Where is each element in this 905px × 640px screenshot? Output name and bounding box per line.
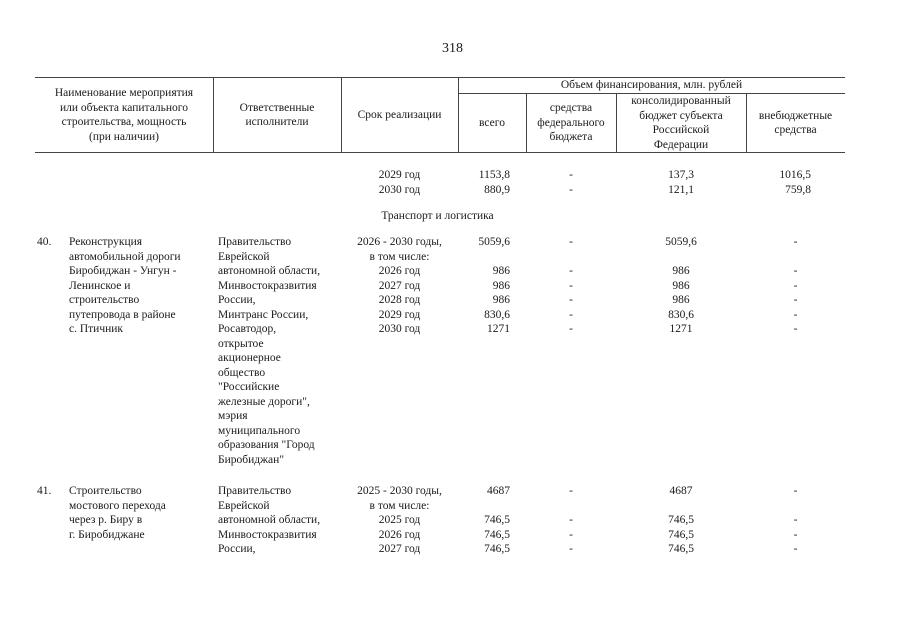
- total-cell: 746,5: [484, 514, 510, 526]
- total-cell: 986: [492, 265, 510, 277]
- section-title: Транспорт и логистика: [381, 210, 494, 222]
- header-responsible: Ответственные исполнители: [239, 101, 315, 128]
- regional-cell: 986: [672, 294, 690, 306]
- federal-cell: -: [569, 294, 573, 306]
- federal-sum: -: [569, 485, 573, 497]
- federal-cell: -: [569, 514, 573, 526]
- federal-cell: -: [569, 543, 573, 555]
- funding-extrabudgetary: [746, 235, 845, 337]
- regional-cell: 1271: [669, 323, 693, 335]
- total-cell: 986: [492, 294, 510, 306]
- header-regional: консолидированный бюджет субъекта Российской Федерации: [631, 95, 731, 151]
- funding-total: [458, 235, 510, 337]
- regional-cell: 121,1: [668, 183, 694, 196]
- continuation-regional: [616, 168, 746, 197]
- period-including: в том числе:: [369, 499, 430, 512]
- regional-cell: 746,5: [668, 514, 694, 526]
- period-year: 2027 год: [378, 543, 421, 555]
- header-federal: средства федерального бюджета: [537, 102, 605, 144]
- extrabudgetary-cell: -: [793, 543, 798, 555]
- federal-cell: -: [569, 169, 573, 181]
- federal-cell: -: [569, 279, 573, 292]
- extrabudgetary-cell: 1016,5: [779, 169, 811, 181]
- row-number: 41.: [37, 485, 52, 497]
- implementation-period: [341, 235, 458, 337]
- extrabudgetary-sum: -: [793, 236, 798, 248]
- federal-cell: -: [569, 308, 573, 321]
- total-cell: 1271: [487, 323, 510, 335]
- total-cell: 746,5: [484, 528, 510, 541]
- total-sum: 4687: [487, 485, 510, 497]
- period-cell: 2030 год: [378, 183, 421, 196]
- header-total: всего: [479, 116, 505, 129]
- total-cell: 830,6: [484, 308, 510, 321]
- period-year: 2029 год: [378, 308, 421, 321]
- page-number: 318: [442, 41, 463, 56]
- total-sum: 5059,6: [478, 236, 510, 248]
- federal-cell: -: [569, 528, 573, 541]
- federal-cell: -: [569, 183, 573, 196]
- total-cell: 746,5: [484, 543, 510, 555]
- funding-total: [458, 484, 510, 557]
- regional-cell: 986: [672, 279, 690, 292]
- header-extrabudgetary: внебюджетные средства: [758, 109, 833, 136]
- regional-sum: 4687: [669, 485, 693, 497]
- total-cell: 880,9: [484, 183, 510, 196]
- funding-federal: [526, 484, 616, 557]
- extrabudgetary-cell: -: [793, 265, 798, 277]
- row-number: 40.: [37, 236, 52, 248]
- period-year: 2027 год: [378, 279, 421, 292]
- period-range: 2026 - 2030 годы,: [357, 236, 442, 248]
- regional-cell: 986: [672, 265, 690, 277]
- extrabudgetary-cell: 759,8: [785, 183, 811, 196]
- continuation-extrabudgetary: [746, 168, 811, 197]
- header-object-name: Наименование мероприятия или объекта капитального строительства, мощность (при наличии): [54, 87, 194, 143]
- object-name: Строительство мостового перехода через р. Биру в г. Биробиджане: [69, 485, 166, 541]
- period-year: 2028 год: [378, 294, 421, 306]
- funding-federal: [526, 235, 616, 337]
- extrabudgetary-cell: -: [793, 528, 798, 541]
- period-year: 2025 год: [378, 514, 421, 526]
- continuation-periods: [341, 168, 458, 197]
- total-cell: 1153,8: [478, 169, 510, 181]
- federal-cell: -: [569, 265, 573, 277]
- regional-sum: 5059,6: [665, 236, 697, 248]
- funding-regional: [616, 235, 746, 337]
- extrabudgetary-cell: -: [793, 294, 798, 306]
- extrabudgetary-cell: -: [793, 323, 798, 335]
- continuation-total: [458, 168, 510, 197]
- header-bottom-rule: [35, 152, 845, 153]
- period-year: 2026 год: [378, 528, 421, 541]
- federal-sum: -: [569, 236, 573, 248]
- total-cell: 986: [492, 279, 510, 292]
- responsible-executors: Правительство Еврейской автономной области, Минвостокразвития России, Минтранс России, Росавтодор, открытое акционерное общество "Российские железные дороги", мэрия муниципального образования "Город Биробиджан": [218, 236, 321, 466]
- regional-cell: 746,5: [668, 543, 694, 555]
- header-funding-group: Объем финансирования, млн. рублей: [560, 79, 743, 92]
- implementation-period: [341, 484, 458, 557]
- period-year: 2030 год: [378, 323, 421, 335]
- object-name: Реконструкция автомобильной дороги Биробиджан - Унгун - Ленинское и строительство путепровода в районе с. Птичник: [69, 236, 181, 335]
- extrabudgetary-cell: -: [793, 514, 798, 526]
- responsible-executors: Правительство Еврейской автономной области, Минвостокразвития России,: [218, 485, 321, 555]
- regional-cell: 830,6: [668, 308, 694, 321]
- extrabudgetary-sum: -: [793, 485, 798, 497]
- regional-cell: 746,5: [668, 528, 694, 541]
- continuation-federal: [526, 168, 616, 197]
- funding-extrabudgetary: [746, 484, 845, 557]
- period-including: в том числе:: [369, 250, 430, 263]
- period-year: 2026 год: [378, 265, 421, 277]
- extrabudgetary-cell: -: [793, 279, 798, 292]
- regional-cell: 137,3: [668, 169, 694, 181]
- period-range: 2025 - 2030 годы,: [357, 485, 442, 497]
- period-cell: 2029 год: [378, 169, 421, 181]
- funding-regional: [616, 484, 746, 557]
- federal-cell: -: [569, 323, 573, 335]
- header-period: Срок реализации: [357, 108, 442, 121]
- extrabudgetary-cell: -: [793, 308, 798, 321]
